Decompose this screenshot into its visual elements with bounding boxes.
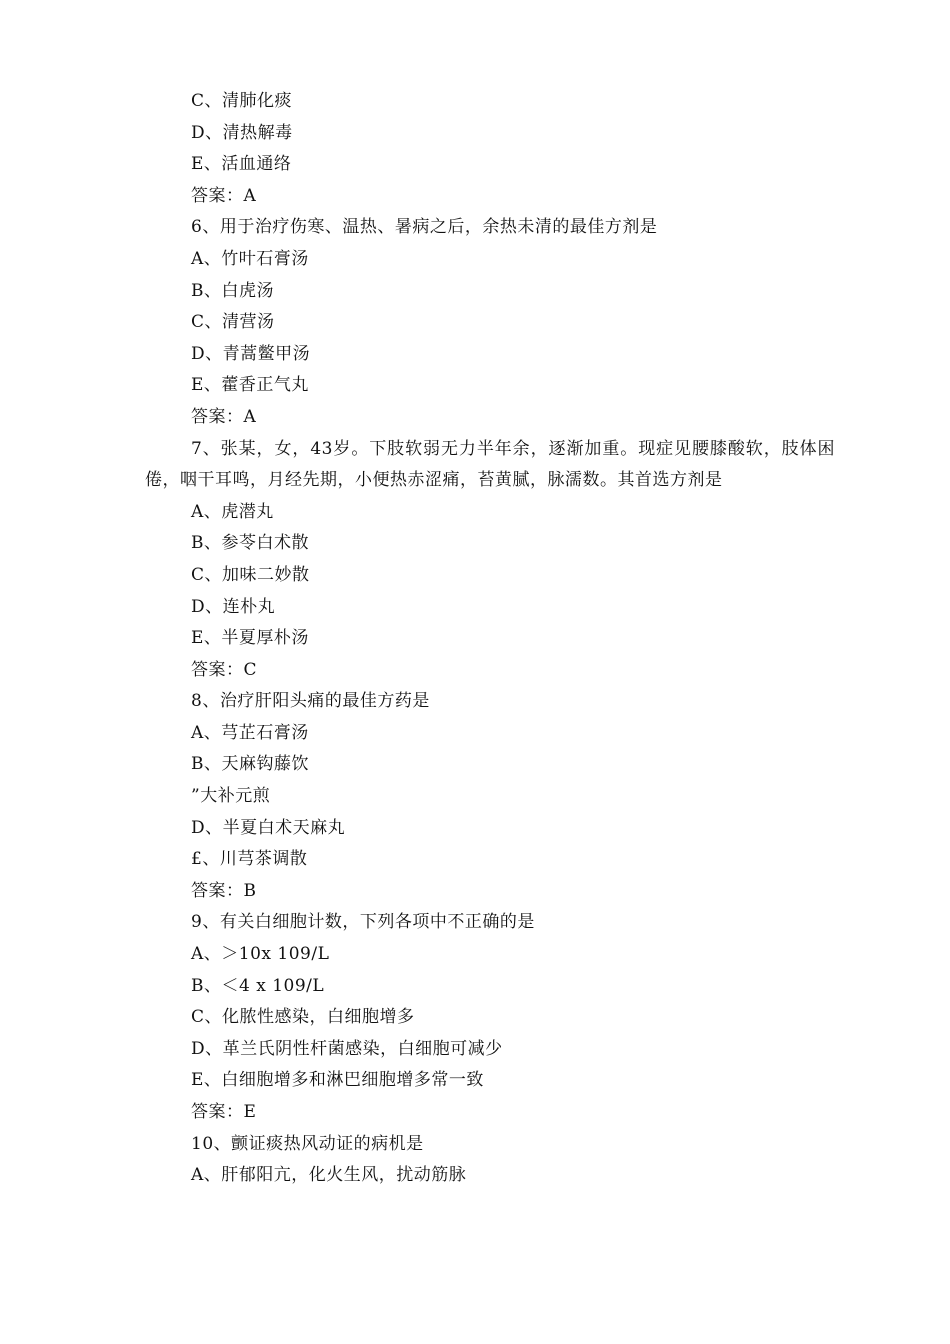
answer-option: D、清热解毒 — [191, 122, 293, 143]
question-text: 8、治疗肝阳头痛的最佳方药是 — [191, 691, 430, 712]
answer-option: E、藿香正气丸 — [191, 375, 309, 396]
question-text: 10、颤证痰热风动证的病机是 — [191, 1133, 424, 1154]
answer-option: A、芎芷石膏汤 — [191, 722, 309, 743]
question-paragraph: 7、张某，女，43岁。下肢软弱无力半年余，逐渐加重。现症见腰膝酸软，肢体困倦，咽干耳鸣，月经先期，小便热赤涩痛，苔黄腻，脉濡数。其首选方剂是 — [145, 438, 835, 491]
answer-option: D、半夏白术天麻丸 — [191, 817, 346, 838]
answer-option: ”大补元煎 — [191, 786, 271, 807]
answer-option: D、革兰氏阴性杆菌感染，白细胞可减少 — [191, 1038, 503, 1059]
answer-key: 答案：A — [191, 185, 257, 206]
answer-option: A、虎潜丸 — [191, 501, 274, 522]
answer-option: C、清肺化痰 — [191, 91, 293, 111]
answer-option: B、白虎汤 — [191, 280, 274, 301]
answer-option: D、青蒿鳖甲汤 — [191, 343, 311, 364]
answer-option: A、＞10x 109/L — [191, 944, 330, 965]
answer-option: D、连朴丸 — [191, 596, 276, 617]
answer-option: C、加味二妙散 — [191, 564, 310, 585]
answer-option: A、肝郁阳亢，化火生风，扰动筋脉 — [191, 1165, 467, 1186]
question-text: 9、有关白细胞计数，下列各项中不正确的是 — [191, 912, 535, 933]
answer-key: 答案：C — [191, 659, 258, 680]
answer-option: B、参苓白术散 — [191, 533, 309, 554]
answer-option: E、半夏厚朴汤 — [191, 628, 309, 649]
answer-option: £、川芎茶调散 — [191, 849, 308, 870]
document-body — [145, 86, 835, 1192]
answer-option: A、竹叶石膏汤 — [191, 248, 309, 269]
answer-key: 答案：A — [191, 406, 257, 427]
answer-option: E、活血通络 — [191, 154, 292, 175]
answer-key: 答案：E — [191, 1102, 257, 1122]
answer-option: C、清营汤 — [191, 312, 275, 333]
answer-key: 答案：B — [191, 880, 257, 901]
answer-option: B、天麻钩藤饮 — [191, 754, 309, 775]
answer-option: E、白细胞增多和淋巴细胞增多常一致 — [191, 1070, 484, 1091]
question-text: 6、用于治疗伤寒、温热、暑病之后，余热未清的最佳方剂是 — [191, 217, 658, 238]
answer-option: C、化脓性感染，白细胞增多 — [191, 1007, 415, 1028]
answer-option: B、＜4 x 109/L — [191, 975, 325, 996]
